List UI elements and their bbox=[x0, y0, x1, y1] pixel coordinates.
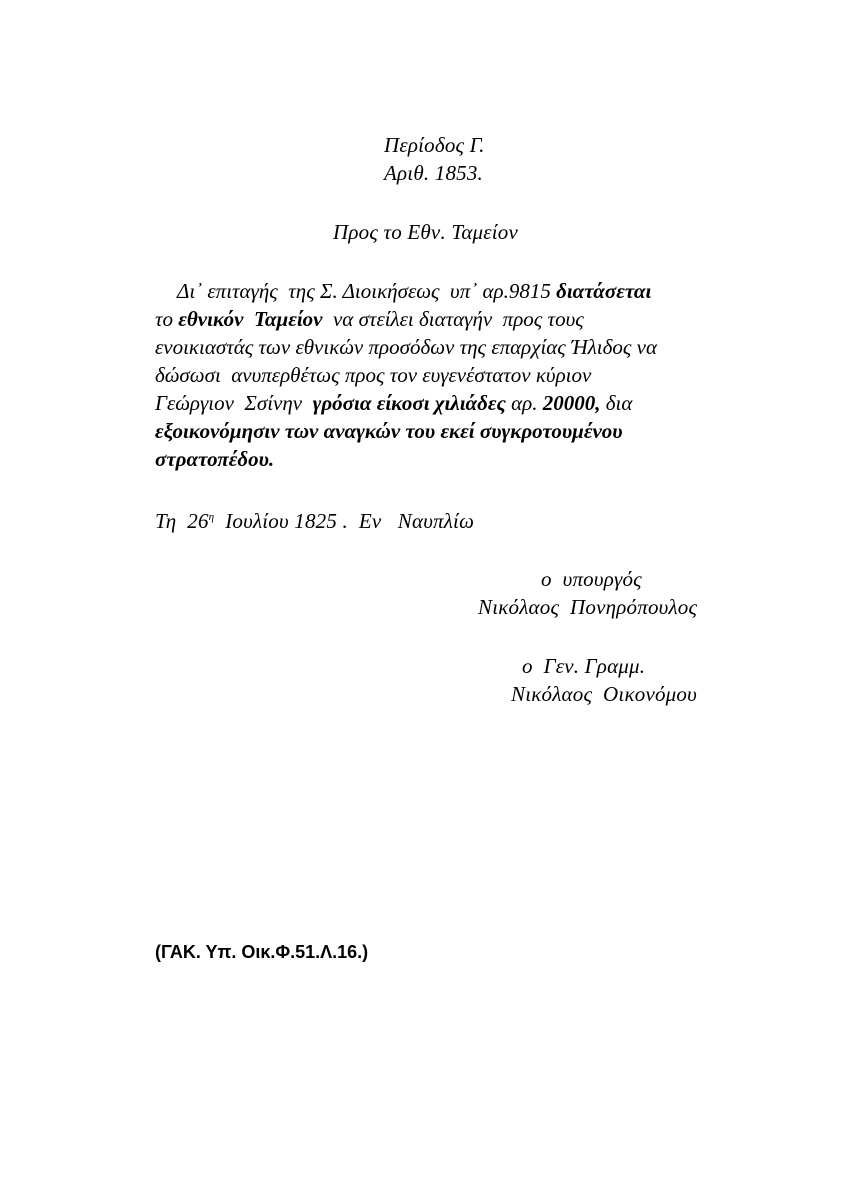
period-heading: Περίοδος Γ. bbox=[384, 133, 485, 157]
body-line-3: ενοικιαστάς των εθνικών προσόδων της επαρχίας Ήλιδος να bbox=[155, 335, 658, 359]
body-emphasis: διατάσεται bbox=[556, 279, 652, 303]
date-superscript: η bbox=[208, 511, 215, 523]
archive-reference: (ΓΑΚ. Υπ. Οικ.Φ.51.Λ.16.) bbox=[155, 942, 369, 962]
body-line-7: στρατοπέδου. bbox=[155, 447, 275, 471]
body-text: Δι᾽ επιταγής της Σ. Διοικήσεως υπ᾽ αρ.9815 bbox=[177, 279, 557, 303]
body-text: δια bbox=[600, 391, 633, 415]
body-text: αρ. bbox=[505, 391, 543, 415]
body-line-2 bbox=[155, 305, 745, 333]
body-line-1 bbox=[155, 277, 745, 305]
document-number: Αριθ. 1853. bbox=[384, 161, 484, 185]
date-place-line bbox=[155, 507, 474, 535]
body-emphasis: εθνικόν Ταμείον bbox=[178, 307, 323, 331]
body-text: να στείλει διαταγήν προς τους bbox=[322, 307, 584, 331]
body-line-5 bbox=[155, 389, 745, 417]
body-text: το bbox=[155, 307, 179, 331]
signature-1-name: Νικόλαος Πονηρόπουλος bbox=[478, 595, 698, 619]
body-line-4: δώσωσι ανυπερθέτως προς τον ευγενέστατον κύριον bbox=[155, 363, 592, 387]
recipient-line: Προς το Εθν. Ταμείον bbox=[333, 220, 519, 244]
signature-1-role: ο υπουργός bbox=[541, 567, 642, 591]
signature-2-role: ο Γεν. Γραμμ. bbox=[522, 654, 646, 678]
body-line-6: εξοικονόμησιν των αναγκών του εκεί συγκροτουμένου bbox=[155, 419, 623, 443]
letter-body bbox=[155, 277, 745, 473]
body-emphasis: γρόσια είκοσι χιλιάδες bbox=[312, 391, 506, 415]
body-emphasis: 20000, bbox=[542, 391, 601, 415]
date-rest: Ιουλίου 1825 . Εν Ναυπλίω bbox=[214, 509, 475, 533]
signature-2-name: Νικόλαος Οικονόμου bbox=[511, 682, 697, 706]
date-prefix: Τη 26 bbox=[155, 509, 209, 533]
body-text: Γεώργιον Σσίνην bbox=[155, 391, 313, 415]
